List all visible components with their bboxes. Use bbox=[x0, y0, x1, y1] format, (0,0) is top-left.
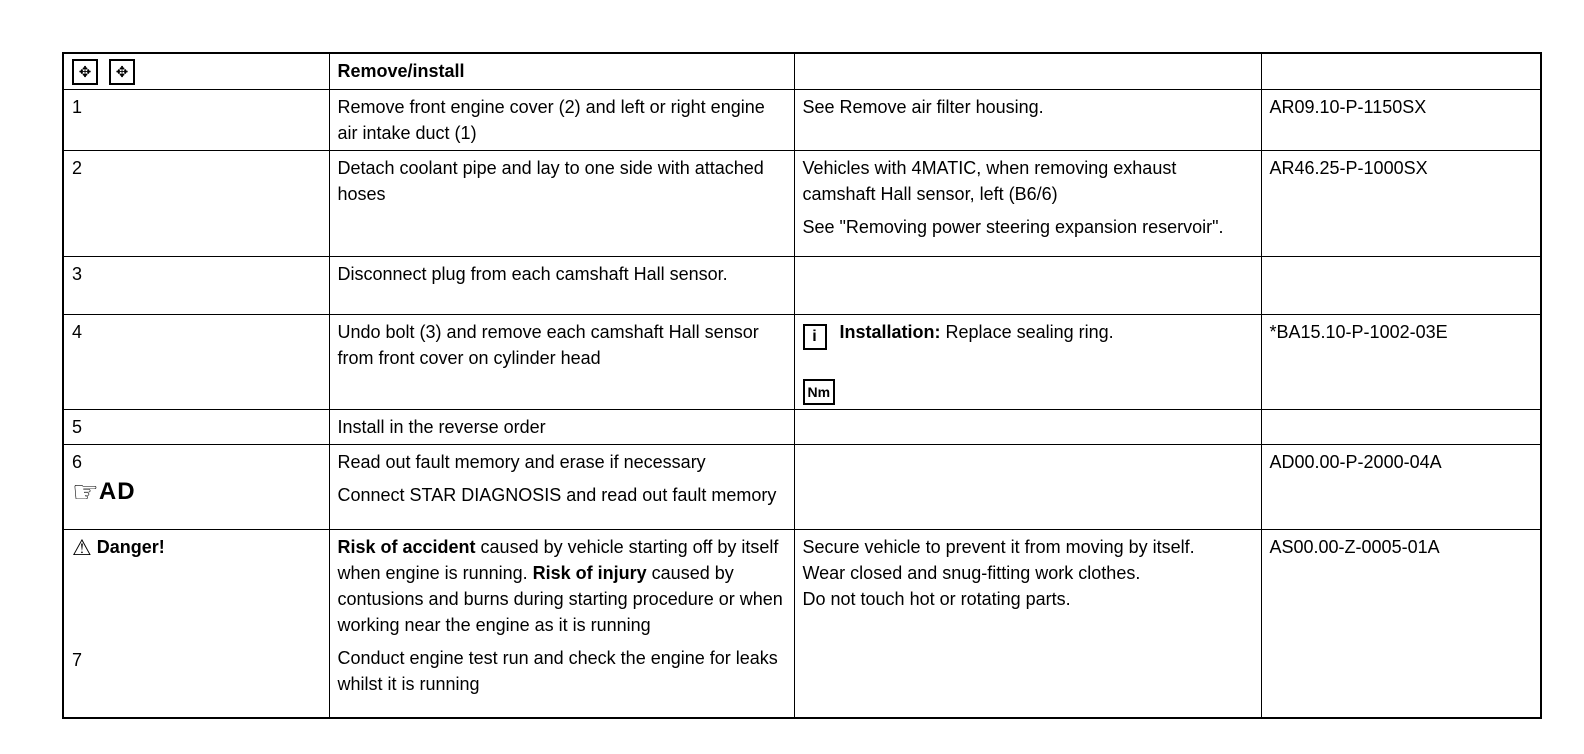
note-cell bbox=[794, 90, 1261, 151]
risk-accident-label: Risk of accident bbox=[337, 537, 476, 558]
table-row-3 bbox=[63, 257, 1541, 315]
step-number: 6 bbox=[72, 452, 83, 473]
danger-label-line bbox=[72, 534, 321, 561]
danger-label: Danger! bbox=[96, 537, 165, 558]
step-number: 7 bbox=[72, 650, 83, 671]
document-code-cell bbox=[1261, 151, 1541, 257]
note-cell bbox=[794, 315, 1261, 410]
document-code-link[interactable]: AD00.00-P-2000-04A bbox=[1269, 452, 1442, 473]
description-cell bbox=[329, 410, 794, 445]
step-description: Undo bolt (3) and remove each camshaft Hall sensor from front cover on cylinder head bbox=[337, 322, 759, 369]
torque-nm-icon: Nm bbox=[803, 379, 836, 405]
step-description: Disconnect plug from each camshaft Hall sensor. bbox=[337, 264, 728, 285]
note-paragraph: Vehicles with 4MATIC, when removing exhaust camshaft Hall sensor, left (B6/6) bbox=[802, 158, 1177, 205]
empty-cell bbox=[1261, 53, 1541, 90]
document-code-link[interactable]: *BA15.10-P-1002-03E bbox=[1269, 322, 1448, 343]
step-number: 2 bbox=[72, 158, 83, 179]
note-text: See Remove air filter housing. bbox=[802, 97, 1044, 118]
install-symbol-icon bbox=[109, 59, 135, 85]
description-cell bbox=[329, 445, 794, 530]
table-row-2 bbox=[63, 151, 1541, 257]
header-icons-cell bbox=[63, 53, 329, 90]
empty-cell bbox=[1261, 257, 1541, 315]
step-description: Conduct engine test run and check the engine for leaks whilst it is running bbox=[337, 648, 778, 695]
step-description: Connect STAR DIAGNOSIS and read out fault memory bbox=[337, 485, 777, 506]
step-description: Detach coolant pipe and lay to one side with attached hoses bbox=[337, 158, 764, 205]
step-description: Install in the reverse order bbox=[337, 417, 546, 438]
star-diagnosis-symbol bbox=[72, 476, 321, 510]
empty-cell bbox=[1261, 410, 1541, 445]
remove-install-table bbox=[62, 52, 1542, 719]
risk-accident-text: caused by vehicle starting off by itself when engine is running. bbox=[337, 537, 779, 584]
step-cell bbox=[63, 445, 329, 530]
remove-symbol-icon bbox=[72, 59, 98, 85]
document-code-link[interactable]: AR46.25-P-1000SX bbox=[1269, 158, 1428, 179]
document-code-cell bbox=[1261, 445, 1541, 530]
empty-cell bbox=[794, 410, 1261, 445]
document-code-cell bbox=[1261, 530, 1541, 718]
risk-paragraph bbox=[338, 534, 786, 638]
table-header-row bbox=[63, 53, 1541, 90]
info-icon bbox=[803, 324, 827, 350]
step-cell bbox=[63, 315, 329, 410]
step-cell bbox=[63, 151, 329, 257]
installation-text: Replace sealing ring. bbox=[940, 322, 1114, 343]
risk-injury-label: Risk of injury bbox=[532, 563, 647, 584]
step-number: 4 bbox=[72, 322, 83, 343]
ad-label: AD bbox=[98, 478, 136, 506]
description-cell bbox=[329, 315, 794, 410]
table-row-7 bbox=[63, 530, 1541, 718]
step-number: 5 bbox=[72, 417, 83, 438]
description-cell bbox=[329, 151, 794, 257]
safety-note: Wear closed and snug-fitting work clothes. bbox=[802, 563, 1141, 584]
installation-note bbox=[803, 319, 1253, 350]
step-cell bbox=[63, 90, 329, 151]
table-row-6 bbox=[63, 445, 1541, 530]
step-description: Remove front engine cover (2) and left or right engine air intake duct (1) bbox=[337, 97, 765, 144]
document-code-cell bbox=[1261, 315, 1541, 410]
document-code-cell bbox=[1261, 90, 1541, 151]
safety-note: Do not touch hot or rotating parts. bbox=[802, 589, 1071, 610]
empty-cell bbox=[794, 53, 1261, 90]
empty-cell bbox=[794, 257, 1261, 315]
description-cell bbox=[329, 530, 794, 718]
description-cell bbox=[329, 257, 794, 315]
empty-cell bbox=[794, 445, 1261, 530]
torque-note bbox=[803, 378, 1253, 405]
safety-note: Secure vehicle to prevent it from moving by itself. bbox=[802, 537, 1195, 558]
risk-injury-text: caused by contusions and burns during starting procedure or when working near the engine as it is running bbox=[337, 563, 783, 636]
info-icon-glyph: i bbox=[812, 328, 817, 346]
install-symbol-glyph: ✥ bbox=[115, 63, 129, 81]
note-paragraph: See "Removing power steering expansion reservoir". bbox=[802, 217, 1224, 238]
note-cell bbox=[794, 530, 1261, 718]
step-number: 1 bbox=[72, 97, 83, 118]
step-number: 3 bbox=[72, 264, 83, 285]
table-row-1 bbox=[63, 90, 1541, 151]
document-code-link[interactable]: AS00.00-Z-0005-01A bbox=[1269, 537, 1440, 558]
document-code-link[interactable]: AR09.10-P-1150SX bbox=[1269, 97, 1427, 118]
table-title: Remove/install bbox=[329, 53, 794, 90]
step-cell bbox=[63, 410, 329, 445]
note-cell bbox=[794, 151, 1261, 257]
step-cell bbox=[63, 257, 329, 315]
hand-pointer-icon: ☞ bbox=[72, 476, 99, 510]
installation-label: Installation: bbox=[839, 322, 941, 343]
remove-symbol-glyph: ✥ bbox=[78, 63, 92, 81]
description-cell bbox=[329, 90, 794, 151]
table-row-5 bbox=[63, 410, 1541, 445]
table-row-4 bbox=[63, 315, 1541, 410]
step-cell bbox=[63, 530, 329, 718]
warning-triangle-icon: ⚠ bbox=[72, 535, 92, 561]
step-description: Read out fault memory and erase if necessary bbox=[337, 452, 706, 473]
